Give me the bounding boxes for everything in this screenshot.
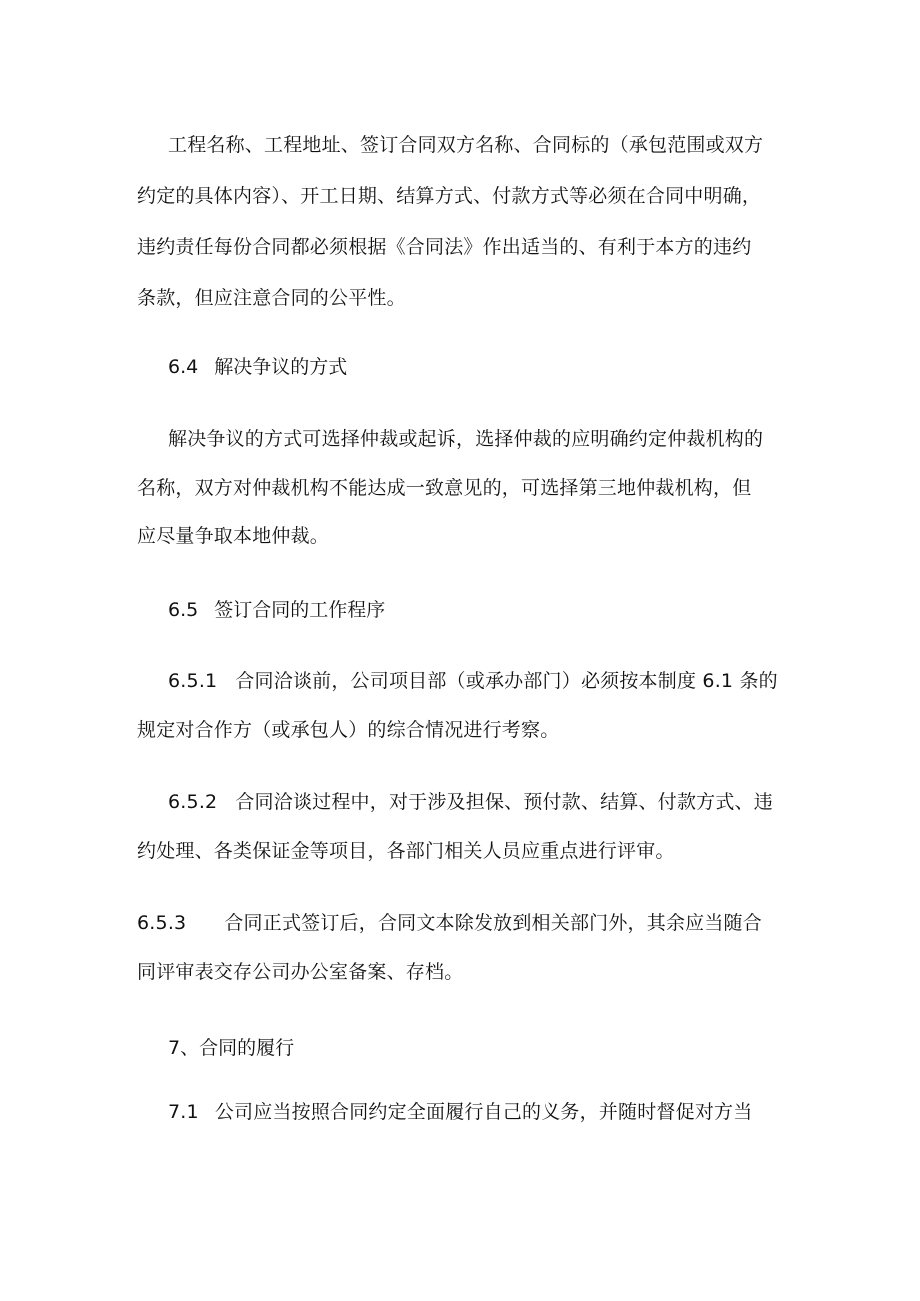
section-6-4-number: 6.4 [168, 356, 199, 378]
para1-line3: 违约责任每份合同都必须根据《合同法》作出适当的、有利于本方的违约 [137, 236, 752, 258]
item-7-1-text1: 公司应当按照合同约定全面履行自己的义务，并随时督促对方当 [214, 1101, 753, 1123]
item-6-5-2-line2: 约处理、各类保证金等项目，各部门相关人员应重点进行评审。 [137, 840, 675, 862]
section-6-5-number: 6.5 [168, 599, 199, 621]
section-6-5-title: 签订合同的工作程序 [214, 599, 386, 621]
para2-line1: 解决争议的方式可选择仲裁或起诉，选择仲裁的应明确约定仲裁机构的 [168, 428, 764, 450]
item-6-5-2-line1 [168, 790, 773, 814]
item-6-5-3-line2: 同评审表交存公司办公室备案、存档。 [137, 961, 464, 983]
para1-line1: 工程名称、工程地址、签订合同双方名称、合同标的（承包范围或双方 [168, 134, 764, 156]
item-6-5-1-line2: 规定对合作方（或承包人）的综合情况进行考察。 [137, 719, 560, 741]
item-6-5-1-line1 [168, 669, 778, 693]
section-6-5-heading [168, 598, 385, 622]
section-7-heading: 7、合同的履行 [168, 1037, 295, 1059]
item-6-5-1-number: 6.5.1 [168, 670, 218, 692]
para1-line4: 条款，但应注意合同的公平性。 [137, 287, 406, 309]
item-6-5-3-line1 [137, 911, 762, 935]
item-6-5-3-number: 6.5.3 [137, 912, 187, 934]
para2-line3: 应尽量争取本地仲裁。 [137, 525, 330, 547]
item-6-5-1-text1: 合同洽谈前，公司项目部（或承办部门）必须按本制度 6.1 条的 [235, 670, 778, 692]
section-6-4-title: 解决争议的方式 [214, 356, 348, 378]
item-7-1-number: 7.1 [168, 1101, 199, 1123]
item-6-5-2-number: 6.5.2 [168, 791, 218, 813]
item-7-1-line1 [168, 1100, 752, 1124]
item-6-5-2-text1: 合同洽谈过程中，对于涉及担保、预付款、结算、付款方式、违 [235, 791, 773, 813]
section-6-4-heading [168, 355, 347, 379]
para2-line2: 名称，双方对仲裁机构不能达成一致意见的，可选择第三地仲裁机构，但 [137, 477, 752, 499]
item-6-5-3-text1: 合同正式签订后，合同文本除发放到相关部门外，其余应当随合 [224, 912, 762, 934]
para1-line2: 约定的具体内容）、开工日期、结算方式、付款方式等必须在合同中明确， [137, 185, 762, 207]
